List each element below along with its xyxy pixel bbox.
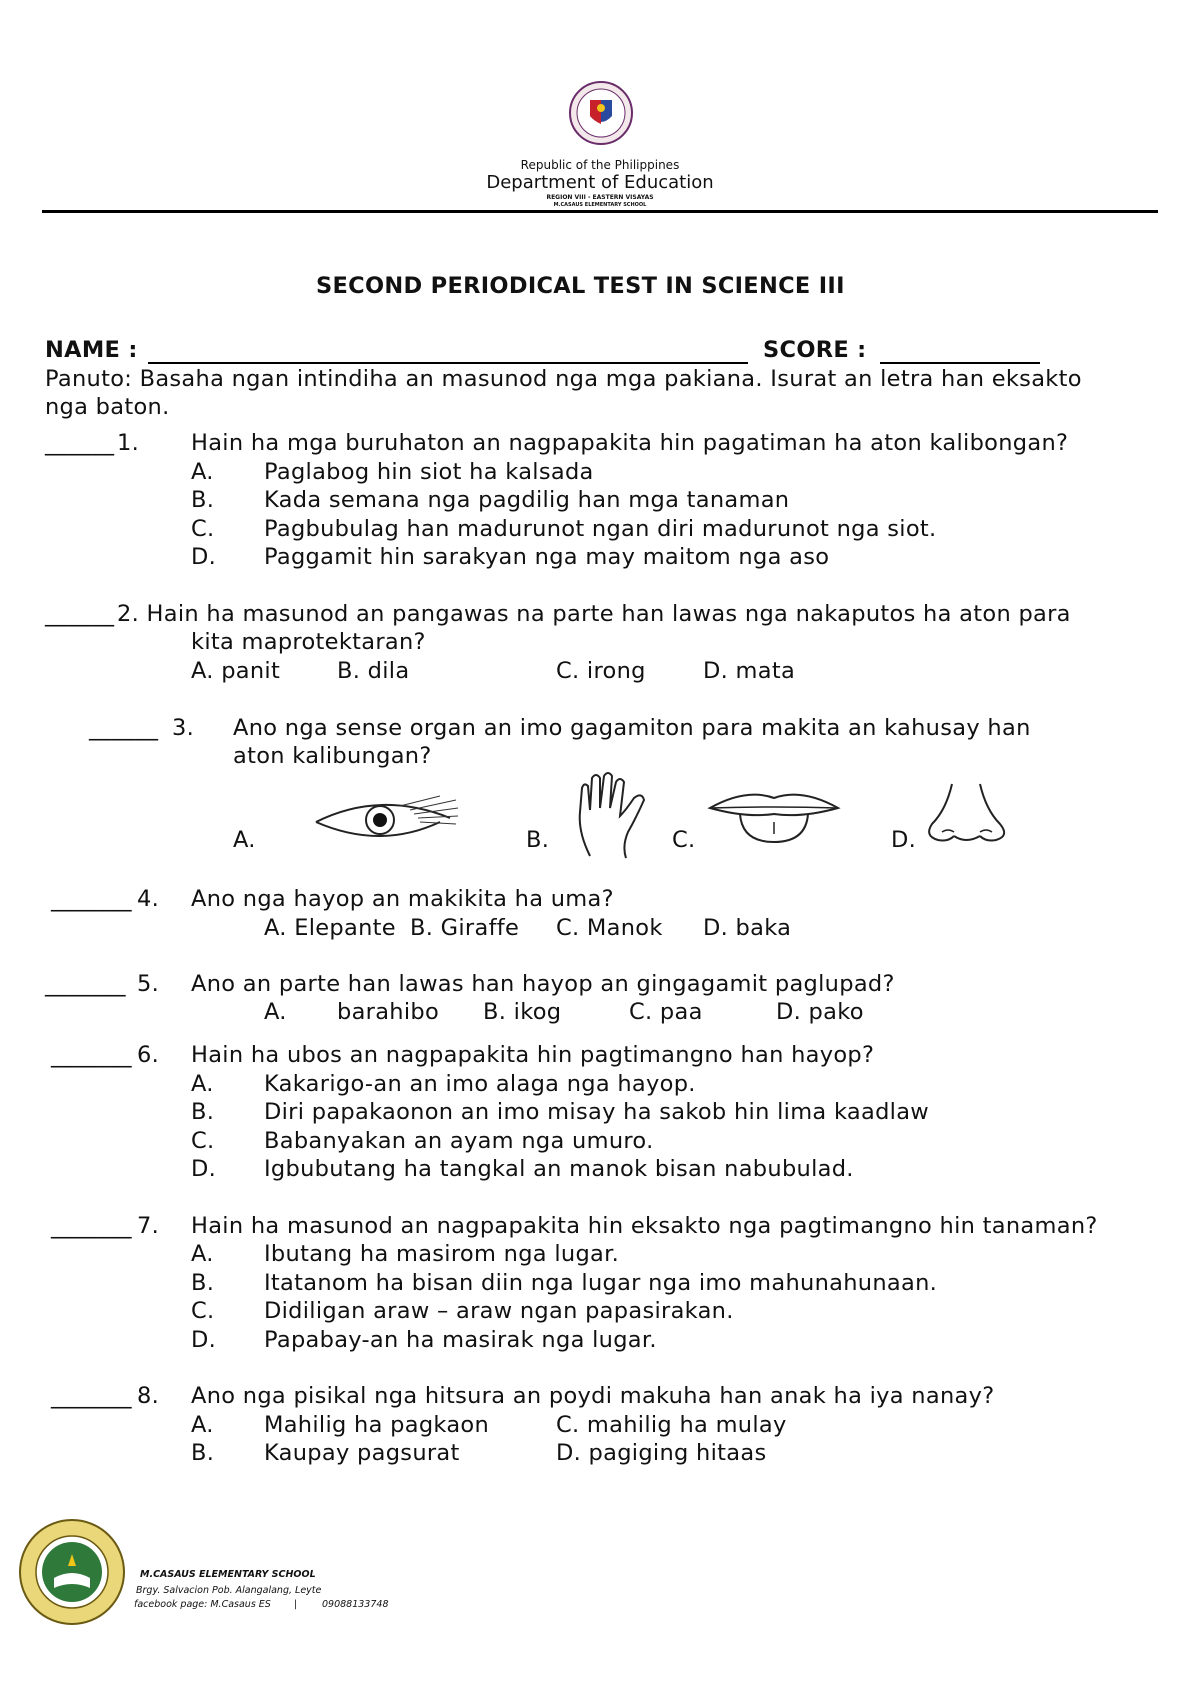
q3-option-letter: D. (891, 827, 917, 853)
region-text: REGION VIII - EASTERN VISAYAS (546, 194, 654, 201)
q7-number: 7. (137, 1213, 160, 1239)
q4-option: C. Manok (556, 915, 663, 941)
answer-blank-8[interactable]: _______ (51, 1383, 132, 1409)
q8-option-text: Mahilig ha pagkaon (264, 1412, 490, 1438)
score-field[interactable] (880, 340, 1040, 364)
q6-option-text: Babanyakan an ayam nga umuro. (264, 1128, 654, 1154)
footer-phone: 09088133748 (322, 1599, 389, 1610)
q8-option-text: Kaupay pagsurat (264, 1440, 460, 1466)
q6-option-text: Igbubutang ha tangkal an manok bisan nabubulad. (264, 1156, 854, 1182)
q3-number: 3. (172, 715, 195, 741)
q3-option-letter: A. (233, 827, 256, 853)
q7-option-text: Didiligan araw – araw ngan papasirakan. (264, 1298, 734, 1324)
q1-option-text: Paggamit hin sarakyan nga may maitom nga aso (264, 544, 830, 570)
footer-address: Brgy. Salvacion Pob. Alangalang, Leyte (136, 1585, 322, 1596)
q1-option-text: Pagbubulag han madurunot ngan diri madurunot nga siot. (264, 516, 937, 542)
answer-blank-5[interactable]: _______ (45, 971, 126, 997)
q5-option: D. pako (776, 999, 864, 1025)
q2-text-line1: 2. Hain ha masunod an pangawas na parte han lawas nga nakaputos ha aton para (117, 601, 1071, 627)
q4-text: Ano nga hayop an makikita ha uma? (191, 886, 614, 912)
answer-blank-4[interactable]: _______ (51, 886, 132, 912)
q6-option-letter: C. (191, 1128, 215, 1154)
q3-option-letter: B. (526, 827, 550, 853)
footer-facebook: facebook page: M.Casaus ES (134, 1599, 271, 1610)
q5-option: B. ikog (483, 999, 562, 1025)
hand-icon (570, 772, 656, 860)
eye-icon (310, 792, 460, 844)
q1-option-letter: D. (191, 544, 217, 570)
q8-option-letter: A. (191, 1412, 214, 1438)
school-header-text: M.CASAUS ELEMENTARY SCHOOL (553, 202, 647, 208)
q6-option-letter: A. (191, 1071, 214, 1097)
q7-option-text: Papabay-an ha masirak nga lugar. (264, 1327, 657, 1353)
q8-option-letter: B. (191, 1440, 215, 1466)
q6-text: Hain ha ubos an nagpapakita hin pagtimangno han hayop? (191, 1042, 875, 1068)
q4-number: 4. (137, 886, 160, 912)
q1-option-letter: C. (191, 516, 215, 542)
q4-option: B. Giraffe (410, 915, 520, 941)
q5-number: 5. (137, 971, 160, 997)
answer-blank-3[interactable]: ______ (89, 715, 159, 741)
footer-school: M.CASAUS ELEMENTARY SCHOOL (140, 1569, 316, 1580)
q7-option-letter: A. (191, 1241, 214, 1267)
q7-option-text: Ibutang ha masirom nga lugar. (264, 1241, 620, 1267)
q1-option-letter: B. (191, 487, 215, 513)
q7-option-letter: C. (191, 1298, 215, 1324)
q8-number: 8. (137, 1383, 160, 1409)
instructions-line2: nga baton. (45, 394, 170, 420)
q4-option: D. baka (703, 915, 792, 941)
tongue-icon (706, 786, 842, 846)
q1-number: 1. (117, 430, 140, 456)
q8-text: Ano nga pisikal nga hitsura an poydi makuha han anak ha iya nanay? (191, 1383, 995, 1409)
deped-seal-logo (568, 80, 634, 146)
q2-option: B. dila (337, 658, 410, 684)
name-label: NAME : (45, 337, 138, 363)
q7-option-letter: D. (191, 1327, 217, 1353)
q5-option: C. paa (629, 999, 703, 1025)
q1-option-text: Paglabog hin siot ha kalsada (264, 459, 594, 485)
q5-text: Ano an parte han lawas han hayop an gingagamit paglupad? (191, 971, 895, 997)
answer-blank-7[interactable]: _______ (51, 1213, 132, 1239)
school-logo (18, 1518, 126, 1626)
department-text: Department of Education (486, 172, 714, 193)
q5-option: barahibo (337, 999, 440, 1025)
footer-separator: | (294, 1599, 298, 1610)
score-label: SCORE : (763, 337, 867, 363)
q7-option-text: Itatanom ha bisan diin nga lugar nga imo mahunahunaan. (264, 1270, 938, 1296)
q4-option: A. Elepante (264, 915, 396, 941)
q6-option-letter: D. (191, 1156, 217, 1182)
q6-option-letter: B. (191, 1099, 215, 1125)
q3-option-letter: C. (672, 827, 696, 853)
answer-blank-2[interactable]: ______ (45, 601, 115, 627)
q5-option: A. (264, 999, 287, 1025)
q2-option: D. mata (703, 658, 796, 684)
answer-blank-1[interactable]: ______ (45, 430, 115, 456)
header-divider (42, 210, 1158, 213)
q2-option: A. panit (191, 658, 281, 684)
q1-option-text: Kada semana nga pagdilig han mga tanaman (264, 487, 790, 513)
name-field[interactable] (148, 340, 748, 364)
nose-icon (924, 780, 1012, 850)
republic-text: Republic of the Philippines (520, 158, 680, 172)
q3-text-line1: Ano nga sense organ an imo gagamiton para makita an kahusay han (233, 715, 1031, 741)
q8-option-text: D. pagiging hitaas (556, 1440, 767, 1466)
q7-text: Hain ha masunod an nagpapakita hin eksakto nga pagtimangno hin tanaman? (191, 1213, 1098, 1239)
answer-blank-6[interactable]: _______ (51, 1042, 132, 1068)
q6-option-text: Kakarigo-an an imo alaga nga hayop. (264, 1071, 696, 1097)
q6-number: 6. (137, 1042, 160, 1068)
q1-text: Hain ha mga buruhaton an nagpapakita hin pagatiman ha aton kalibongan? (191, 430, 1069, 456)
q3-text-line2: aton kalibungan? (233, 743, 432, 769)
q2-option: C. irong (556, 658, 646, 684)
q7-option-letter: B. (191, 1270, 215, 1296)
q1-option-letter: A. (191, 459, 214, 485)
q8-option-text: C. mahilig ha mulay (556, 1412, 787, 1438)
instructions-line1: Panuto: Basaha ngan intindiha an masunod nga mga pakiana. Isurat an letra han eksakto (45, 366, 1082, 392)
page-title: SECOND PERIODICAL TEST IN SCIENCE III (316, 273, 845, 299)
q6-option-text: Diri papakaonon an imo misay ha sakob hin lima kaadlaw (264, 1099, 929, 1125)
q2-text-line2: kita maprotektaran? (191, 629, 426, 655)
